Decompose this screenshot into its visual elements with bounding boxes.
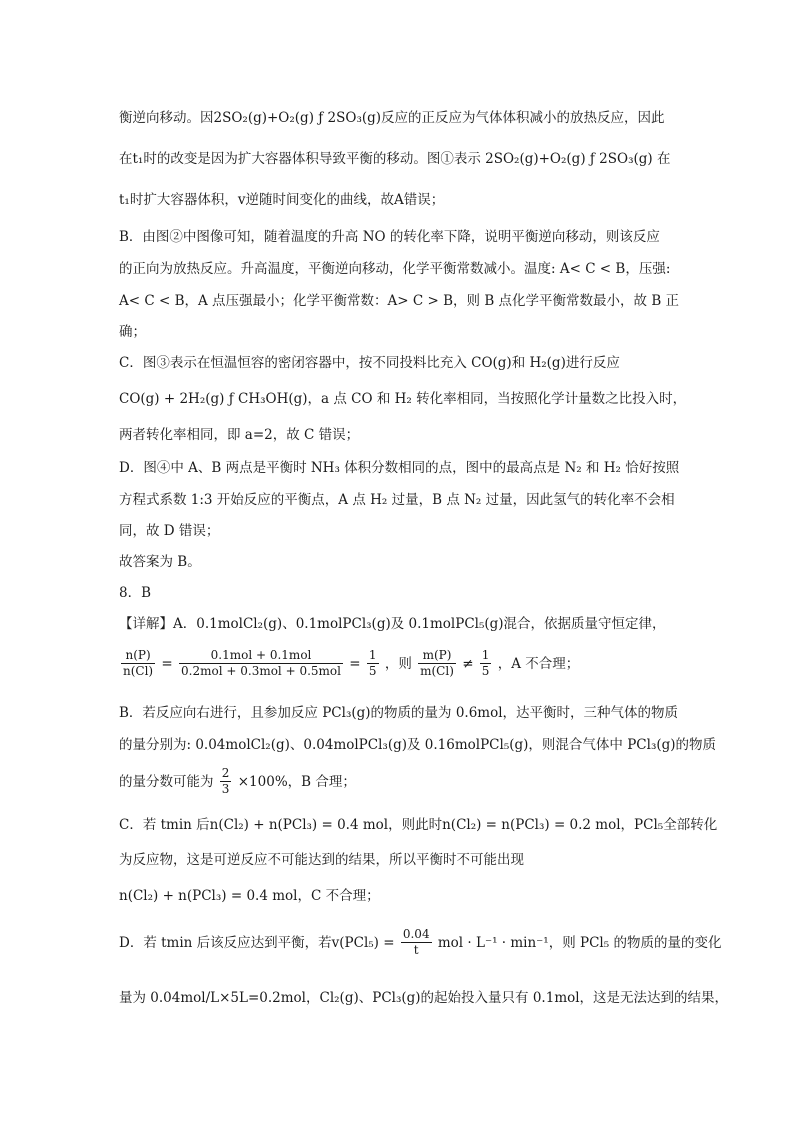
question-number: 8．B [119, 585, 152, 601]
text-line: t₁时扩大容器体积，v逆随时间变化的曲线，故A错误； [119, 192, 445, 208]
text-line: 两者转化率相同，即 a=2，故 C 错误； [119, 427, 360, 443]
fraction-denominator: 0.2mol + 0.3mol + 0.5mol [181, 664, 341, 678]
fraction [179, 648, 343, 679]
text-line: 为反应物，这是可逆反应不可能达到的结果，所以平衡时不可能出现 [119, 852, 524, 868]
text-line: D．图④中 A、B 两点是平衡时 NH₃ 体积分数相同的点，图中的最高点是 N₂ 和 H₂ 恰好按照 [119, 460, 680, 476]
text-line: 衡逆向移动。因2SO₂(g)+O₂(g) ƒ 2SO₃(g)反应的正反应为气体体积减小的放热反应，因此 [119, 110, 665, 126]
text-line: C．若 tmin 后n(Cl₂) + n(PCl₃) = 0.4 mol，则此时n(Cl₂) = n(PCl₃) = 0.2 mol，PCl₅全部转化 [119, 817, 718, 833]
text-line: 在t₁时的改变是因为扩大容器体积导致平衡的移动。图①表示 2SO₂(g)+O₂(g) ƒ 2SO₃(g) 在 [119, 151, 671, 167]
fraction-line [119, 925, 722, 963]
fraction-denominator: 3 [221, 782, 230, 796]
fraction [401, 927, 432, 958]
fraction [367, 648, 379, 679]
equals-sign: = [161, 655, 173, 672]
text-span: D．若 tmin 后该反应达到平衡，若v(PCl₅) = [119, 934, 395, 951]
text-line: C．图③表示在恒温恒容的密闭容器中，按不同投料比充入 CO(g)和 H₂(g)进行反应 [119, 355, 620, 371]
fraction-numerator: 1 [481, 648, 490, 662]
text-span: mol · L⁻¹ · min⁻¹，则 PCl₅ 的物质的量的变化 [437, 934, 722, 951]
text-line: 的量分别为: 0.04molCl₂(g)、0.04molPCl₃(g)及 0.16molPCl₅(g)，则混合气体中 PCl₃(g)的物质 [119, 737, 717, 753]
fraction-numerator: n(P) [121, 648, 155, 664]
not-equal-sign: ≠ [462, 655, 474, 672]
equals-sign: = [349, 655, 361, 672]
fraction-denominator: m(Cl) [420, 664, 454, 678]
fraction-denominator: t [413, 943, 419, 957]
text-line: 方程式系数 1:3 开始反应的平衡点，A 点 H₂ 过量，B 点 N₂ 过量，因此氢气的转化率不会相 [119, 492, 675, 508]
conclusion-text: ，A 不合理； [497, 655, 580, 672]
fraction-numerator: 1 [368, 648, 377, 662]
text-line: CO(g) + 2H₂(g) ƒ CH₃OH(g)，a 点 CO 和 H₂ 转化率相同，当按照化学计量数之比投入时， [119, 391, 687, 407]
text-span: 的量分数可能为 [119, 773, 214, 790]
fraction [220, 766, 232, 797]
text-line: 故答案为 B。 [119, 554, 201, 570]
connective-text: ，则 [384, 655, 412, 672]
text-span: ×100%，B 合理； [237, 773, 356, 790]
fraction-denominator: 5 [368, 664, 377, 678]
fraction [418, 648, 456, 679]
fraction-denominator: 5 [481, 664, 490, 678]
text-line: 同，故 D 错误； [119, 523, 220, 539]
text-line: 量为 0.04mol/L×5L=0.2mol，Cl₂(g)、PCl₃(g)的起始投入量只有 0.1mol，这是无法达到的结果， [119, 990, 729, 1006]
text-line: A< C < B，A 点压强最小；化学平衡常数：A> C > B，则 B 点化学平衡常数最小，故 B 正 [119, 293, 680, 309]
text-line: B．若反应向右进行，且参加反应 PCl₃(g)的物质的量为 0.6mol，达平衡时，三种气体的物质 [119, 705, 679, 721]
text-line: B．由图②中图像可知，随着温度的升高 NO 的转化率下降，说明平衡逆向移动，则该反应 [119, 229, 660, 245]
fraction-numerator: 0.1mol + 0.1mol [179, 648, 343, 664]
text-line: n(Cl₂) + n(PCl₃) = 0.4 mol，C 不合理； [119, 888, 380, 904]
text-line: 【详解】A．0.1molCl₂(g)、0.1molPCl₃(g)及 0.1molPCl₅(g)混合，依据质量守恒定律， [119, 616, 666, 632]
fraction-numerator: 2 [221, 766, 230, 780]
fraction [480, 648, 492, 679]
text-line: 的正向为放热反应。升高温度，平衡逆向移动，化学平衡常数减小。温度: A< C < B，压强: [119, 261, 671, 277]
fraction-line [119, 646, 689, 682]
fraction-numerator: 0.04 [402, 927, 430, 941]
fraction-denominator: n(Cl) [123, 664, 154, 678]
fraction-line [119, 764, 689, 800]
fraction [121, 648, 155, 679]
text-line: 确； [119, 324, 146, 340]
fraction-numerator: m(P) [418, 648, 456, 664]
